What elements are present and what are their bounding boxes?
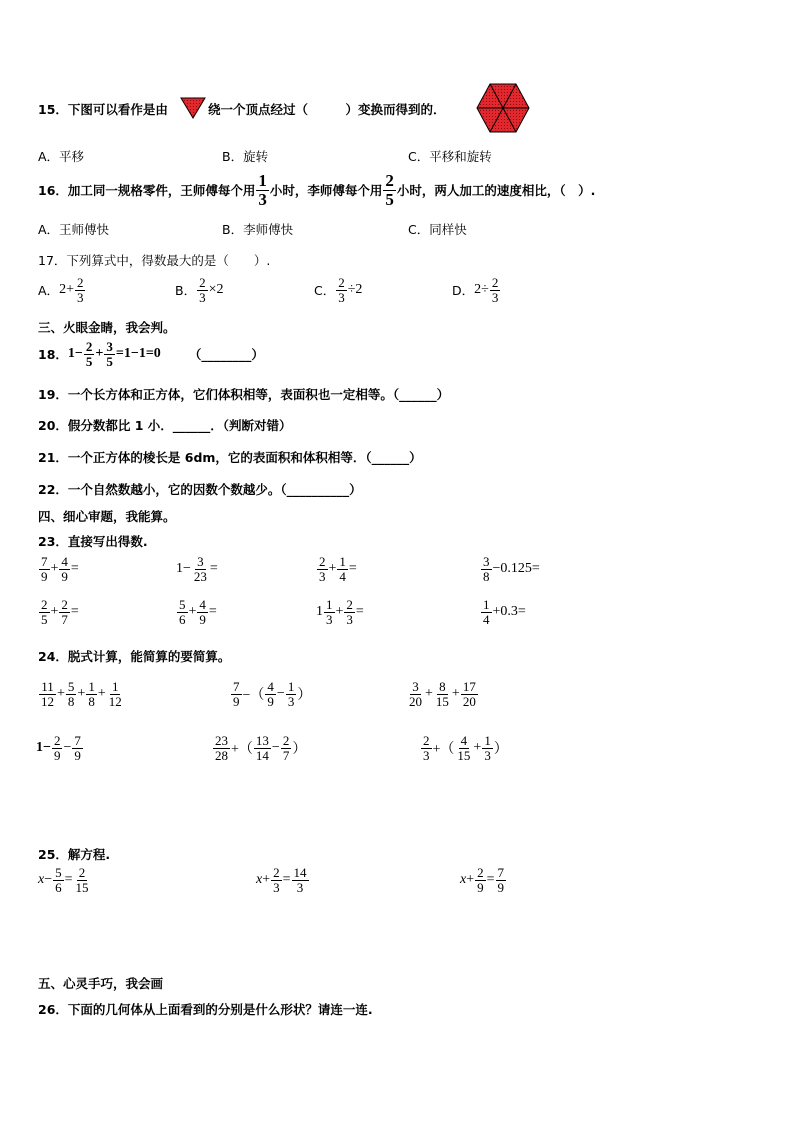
q17-option-c: C． $\frac{2}{3}$ ÷2 [314, 275, 363, 305]
fraction: $\frac{2}{3}$ [273, 865, 280, 895]
q16-option-a: A．王师傅快 [38, 222, 110, 237]
q23-item: $\frac{3}{8}$ −0.125 = [483, 554, 540, 584]
q24-expr-5: $\frac{23}{28}$ +（ $\frac{13}{14}$ − $\frac{2}{7}$ ） [215, 733, 307, 763]
q24-expr-1: $\frac{11}{12}$ + $\frac{5}{8}$ + $\frac{1}{8}$ + $\frac{1}{12}$ [41, 679, 122, 709]
q15-text-a: 15．下图可以看作是由 [38, 102, 168, 117]
fraction: $\frac{4}{9}$ [199, 597, 206, 627]
q23-item: 1 $\frac{1}{3}$ + $\frac{2}{3}$ = [316, 597, 364, 627]
q17-option-d: D． 2÷ $\frac{2}{3}$ [452, 275, 499, 305]
fraction: $\frac{2}{3}$ [319, 554, 326, 584]
section-3-heading: 三、火眼金睛，我会判。 [38, 320, 176, 335]
q23-item: $\frac{2}{3}$ + $\frac{1}{4}$ = [319, 554, 357, 584]
q16-fraction-1: $\frac{1}{3}$ [258, 171, 267, 209]
fraction: $\frac{2}{15}$ [75, 865, 89, 895]
q16-fraction-2: $\frac{2}{5}$ [385, 171, 394, 209]
fraction: $\frac{2}{7}$ [61, 597, 68, 627]
fraction: $\frac{2}{9}$ [477, 865, 484, 895]
q25-equations [38, 866, 598, 906]
fraction: $\frac{2}{3}$ [346, 597, 353, 627]
fraction: $\frac{4}{9}$ [61, 554, 68, 584]
q25-equation: x + $\frac{2}{3}$ = $\frac{14}{3}$ [256, 865, 307, 895]
q16-option-c: C．同样快 [408, 222, 467, 237]
q15-option-c: C．平移和旋转 [408, 149, 492, 164]
fraction: $\frac{1}{3}$ [326, 597, 333, 627]
q20-line: 20．假分数都比 1 小．______．（判断对错） [38, 418, 292, 433]
q24-expr-3: $\frac{3}{20}$ + $\frac{8}{15}$ + $\frac{17}{20}$ [409, 679, 476, 709]
q17-option-b: B． $\frac{2}{3}$ ×2 [175, 275, 224, 305]
q25-equation: x − $\frac{5}{6}$ = $\frac{2}{15}$ [38, 865, 89, 895]
q16-text-b: 小时，李师傅每个用 [269, 183, 383, 199]
q24-expr-4: 1− $\frac{2}{9}$ − $\frac{7}{9}$ [36, 733, 81, 763]
fraction: $\frac{5}{6}$ [55, 865, 62, 895]
section-5-heading: 五、心灵手巧，我会画 [38, 976, 164, 991]
fraction: $\frac{1}{4}$ [339, 554, 346, 584]
q15-text-b: 绕一个顶点经过（ ）变换而得到的． [208, 102, 446, 117]
q21-line: 21．一个正方体的棱长是 6dm，它的表面积和体积相等．（______） [38, 450, 422, 465]
q24-expr-6: $\frac{2}{3}$ +（ $\frac{4}{15}$ + $\frac{1}{3}$ ） [423, 733, 508, 763]
q23-item: $\frac{5}{6}$ + $\frac{4}{9}$ = [179, 597, 217, 627]
fraction: $\frac{3}{23}$ [193, 554, 207, 584]
q16-text-c: 小时，两人加工的速度相比，（ ）. [396, 183, 596, 199]
fraction: $\frac{14}{3}$ [293, 865, 307, 895]
q23-item: 1− $\frac{3}{23}$ = [176, 554, 218, 584]
fraction: $\frac{3}{8}$ [483, 554, 490, 584]
fraction: $\frac{7}{9}$ [41, 554, 48, 584]
fraction: $\frac{1}{4}$ [483, 597, 490, 627]
q18-line: 18． 1− $\frac{2}{5}$ + $\frac{3}{5}$ =1−1=0 （________） [38, 339, 264, 369]
q23-row-2 [38, 598, 618, 638]
fraction: $\frac{5}{6}$ [179, 597, 186, 627]
q16-text-a: 16．加工同一规格零件，王师傅每个用 [38, 183, 256, 199]
q24-title: 24．脱式计算，能简算的要简算。 [38, 649, 231, 664]
section-4-heading: 四、细心审题，我能算。 [38, 509, 176, 524]
q23-title: 23．直接写出得数. [38, 534, 148, 549]
q23-item: $\frac{2}{5}$ + $\frac{2}{7}$ = [41, 597, 79, 627]
hexagon-figure-icon [476, 82, 530, 134]
fraction: $\frac{7}{9}$ [497, 865, 505, 895]
q15-option-a: A．平移 [38, 149, 85, 164]
fraction: $\frac{2}{5}$ [41, 597, 48, 627]
q22-line: 22．一个自然数越小，它的因数个数越少。（__________） [38, 482, 362, 497]
q25-title: 25．解方程. [38, 847, 111, 862]
q23-row-1 [38, 555, 618, 595]
q16-option-b: B．李师傅快 [222, 222, 294, 237]
q26-line: 26．下面的几何体从上面看到的分别是什么形状？请连一连. [38, 1002, 373, 1017]
q15-line [38, 100, 168, 118]
q23-item: $\frac{7}{9}$ + $\frac{4}{9}$ = [41, 554, 79, 584]
q19-line: 19．一个长方体和正方体，它们体积相等，表面积也一定相等。（______） [38, 387, 450, 402]
q24-expr-2: $\frac{7}{9}$ −（ $\frac{4}{9}$ − $\frac{1}{3}$ ） [233, 679, 312, 709]
q25-equation: x + $\frac{2}{9}$ = $\frac{7}{9}$ [460, 865, 505, 895]
small-triangle-icon [180, 96, 206, 120]
q23-item: $\frac{1}{4}$ +0.3 = [483, 597, 526, 627]
q17-option-a: A． 2+ $\frac{2}{3}$ [38, 275, 84, 305]
q17-question: 17．下列算式中，得数最大的是（ ）. [38, 253, 271, 268]
q16-line [38, 172, 595, 209]
q15-option-b: B．旋转 [222, 149, 269, 164]
